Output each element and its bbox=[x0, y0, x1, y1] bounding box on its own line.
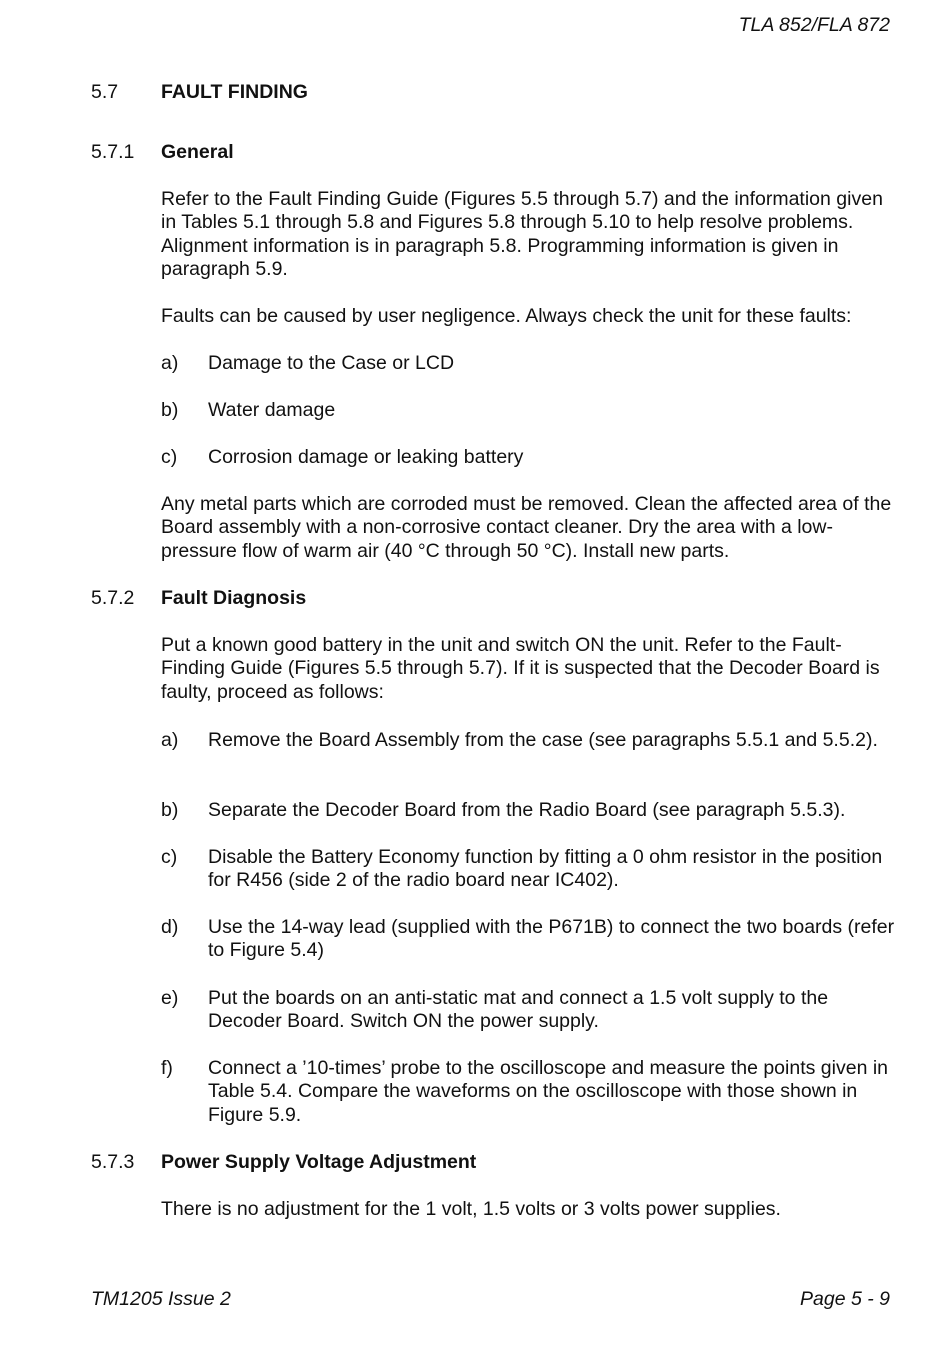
list-item-label: f) bbox=[161, 1057, 173, 1079]
paragraph: Put a known good battery in the unit and switch ON the unit. Refer to the Fault-Finding Guide (Figures 5.5 through 5.7). If it is suspected that the Decoder Board is faulty, proceed as follows: bbox=[161, 634, 880, 703]
list-item-label: b) bbox=[161, 799, 179, 821]
subsection-number: 5.7.1 bbox=[91, 141, 135, 163]
document-id: TLA 852/FLA 872 bbox=[738, 14, 890, 36]
subsection-heading: Power Supply Voltage Adjustment bbox=[161, 1151, 477, 1173]
list-item: Use the 14-way lead (supplied with the P671B) to connect the two boards (refer to Figure 5.4) bbox=[208, 916, 895, 962]
list-item-label: c) bbox=[161, 446, 178, 468]
list-item: Damage to the Case or LCD bbox=[208, 352, 455, 374]
list-item: Water damage bbox=[208, 399, 336, 421]
paragraph: Refer to the Fault Finding Guide (Figures 5.5 through 5.7) and the information given in Tables 5.1 through 5.8 and Figures 5.8 through 5.10 to help resolve problems. Alignment information is in paragraph 5.8. Programming information is given in paragraph 5.9. bbox=[161, 188, 883, 280]
list-item-label: a) bbox=[161, 729, 179, 751]
list-item-label: e) bbox=[161, 987, 179, 1009]
section-heading: FAULT FINDING bbox=[161, 81, 308, 103]
list-item-label: a) bbox=[161, 352, 179, 374]
subsection-number: 5.7.2 bbox=[91, 587, 135, 609]
paragraph: Faults can be caused by user negligence. Always check the unit for these faults: bbox=[161, 305, 852, 327]
list-item: Connect a ’10-times’ probe to the oscilloscope and measure the points given in Table 5.4. Compare the waveforms on the oscilloscope with those shown in Figure 5.9. bbox=[208, 1057, 889, 1126]
list-item-label: d) bbox=[161, 916, 179, 938]
list-item-label: b) bbox=[161, 399, 179, 421]
subsection-heading: Fault Diagnosis bbox=[161, 587, 307, 609]
page-number: Page 5 - 9 bbox=[800, 1288, 890, 1310]
subsection-heading: General bbox=[161, 141, 234, 163]
list-item: Remove the Board Assembly from the case (see paragraphs 5.5.1 and 5.5.2). bbox=[208, 729, 878, 751]
section-number: 5.7 bbox=[91, 81, 119, 103]
list-item: Corrosion damage or leaking battery bbox=[208, 446, 524, 468]
list-item: Separate the Decoder Board from the Radio Board (see paragraph 5.5.3). bbox=[208, 799, 846, 821]
list-item: Put the boards on an anti-static mat and connect a 1.5 volt supply to the Decoder Board. Switch ON the power supply. bbox=[208, 987, 829, 1033]
list-item: Disable the Battery Economy function by fitting a 0 ohm resistor in the position for R456 (side 2 of the radio board near IC402). bbox=[208, 846, 883, 892]
document-issue: TM1205 Issue 2 bbox=[91, 1288, 231, 1310]
paragraph: There is no adjustment for the 1 volt, 1.5 volts or 3 volts power supplies. bbox=[161, 1198, 781, 1220]
subsection-number: 5.7.3 bbox=[91, 1151, 135, 1173]
list-item-label: c) bbox=[161, 846, 178, 868]
paragraph: Any metal parts which are corroded must be removed. Clean the affected area of the Board assembly with a non-corrosive contact cleaner. Dry the area with a low-pressure flow of warm air (40 °C through 50 °C). Install new parts. bbox=[161, 493, 892, 562]
